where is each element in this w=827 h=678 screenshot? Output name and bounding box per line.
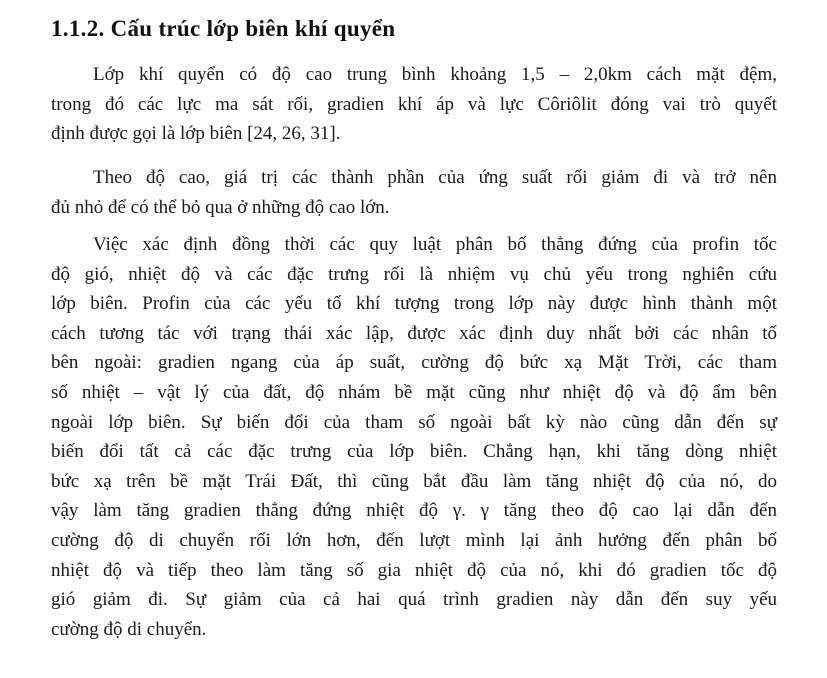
paragraph-line: số nhiệt – vật lý của đất, độ nhám bề mặt cũng như nhiệt độ và độ ẩm bên <box>51 381 777 403</box>
section-heading: 1.1.2. Cấu trúc lớp biên khí quyển <box>51 16 396 41</box>
paragraph-line: bức xạ trên bề mặt Trái Đất, thì cũng bắt đầu làm tăng nhiệt độ của nó, do <box>51 470 777 492</box>
paragraph-line: cách tương tác với trạng thái xác lập, được xác định duy nhất bởi các nhân tố <box>51 322 777 344</box>
paragraph-line: lớp biên. Profin của các yếu tố khí tượng trong lớp này được hình thành một <box>51 293 777 315</box>
paragraph-line: đủ nhỏ để có thể bỏ qua ở những độ cao lớn. <box>51 196 390 218</box>
paragraph-vertical-profiles <box>51 230 777 644</box>
paragraph-line: vậy làm tăng gradien thẳng đứng nhiệt độ γ. γ tăng theo độ cao lại dẫn đến <box>51 500 777 522</box>
paragraph-line: bên ngoài: gradien ngang của áp suất, cường độ bức xạ Mặt Trời, các tham <box>51 352 777 374</box>
paragraph-line: Theo độ cao, giá trị các thành phần của ứng suất rối giảm đi và trở nên <box>93 167 777 188</box>
paragraph-line: nhiệt độ và tiếp theo làm tăng số gia nhiệt độ của nó, khi đó gradien tốc độ <box>51 559 777 581</box>
paragraph-line: gió giảm đi. Sự giảm của cả hai quá trình gradien này dẫn đến suy yếu <box>51 589 777 611</box>
paragraph-boundary-layer-definition <box>51 60 777 149</box>
paragraph-line: cường độ di chuyển. <box>51 618 207 640</box>
paragraph-line: độ gió, nhiệt độ và các đặc trưng rối là nhiệm vụ chủ yếu trong nghiên cứu <box>51 263 777 285</box>
paragraph-line: trong đó các lực ma sát rối, gradien khí áp và lực Côriôlit đóng vai trò quyết <box>51 93 777 115</box>
paragraph-line: ngoài lớp biên. Sự biến đổi của tham số ngoài bất kỳ nào cũng dẫn đến sự <box>51 411 777 433</box>
paragraph-turbulent-stress <box>51 163 777 222</box>
paragraph-line: cường độ di chuyển rối lớn hơn, đến lượt mình lại ảnh hưởng đến phân bố <box>51 529 777 551</box>
paragraph-line: định được gọi là lớp biên [24, 26, 31]. <box>51 123 341 145</box>
paragraph-line: Việc xác định đồng thời các quy luật phân bố thẳng đứng của profin tốc <box>93 234 777 255</box>
paragraph-line: Lớp khí quyển có độ cao trung bình khoảng 1,5 – 2,0km cách mặt đệm, <box>93 64 777 85</box>
paragraph-line: biến đổi tất cả các đặc trưng của lớp biên. Chẳng hạn, khi tăng dòng nhiệt <box>51 441 777 463</box>
